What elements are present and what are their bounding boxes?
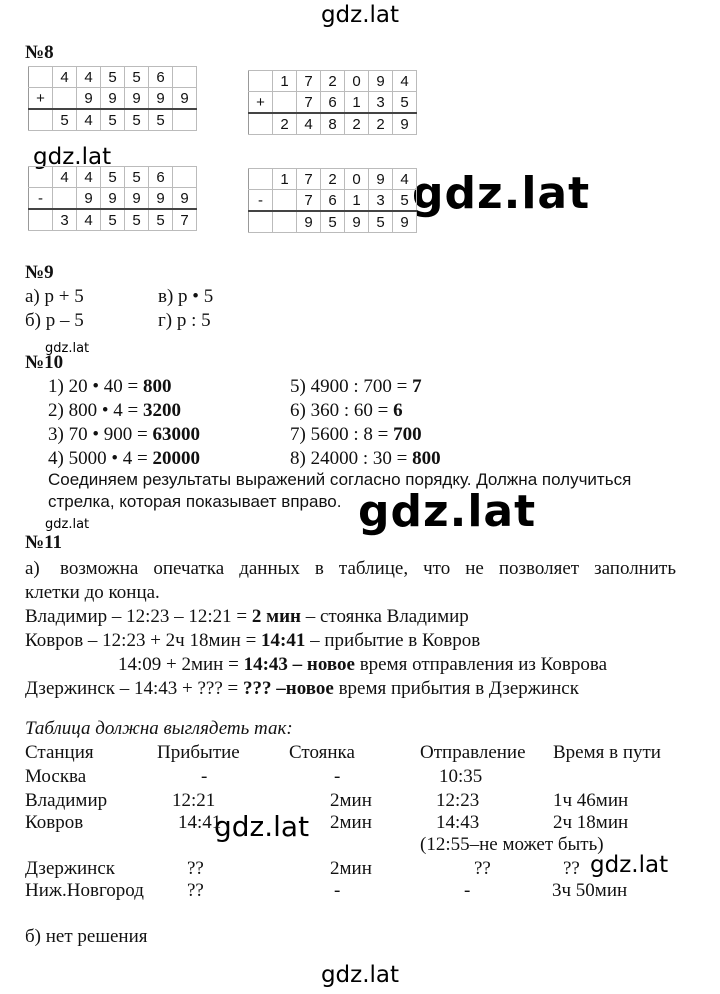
expression-7: 7) 5600 : 8 = 700	[290, 424, 422, 445]
task-10-title: №10	[25, 352, 64, 373]
kovrov-note: (12:55–не может быть)	[420, 834, 604, 855]
expression-2: 2) 800 • 4 = 3200	[48, 400, 181, 421]
expression-5: 5) 4900 : 700 = 7	[290, 376, 422, 397]
column-subtraction-table: 4 4 5 5 6 - 9 9 9 9 9 3 4 5 5 5 7	[28, 166, 197, 231]
calc-line: Ковров – 12:23 + 2ч 18мин = 14:41 – прибытие в Ковров	[25, 630, 481, 651]
expression-1: 1) 20 • 40 = 800	[48, 376, 172, 397]
part-a-text: возможна опечатка данных в таблице, что не позволяет заполнить	[60, 558, 676, 579]
travel-time-cell: 2ч 18мин	[553, 812, 629, 833]
watermark: gdz.lat	[214, 810, 310, 843]
task-8-title: №8	[25, 42, 54, 63]
watermark: gdz.lat	[590, 852, 669, 878]
column-header: Время в пути	[553, 742, 661, 763]
watermark-large: gdz.lat	[412, 168, 591, 219]
station-name: Дзержинск	[25, 858, 115, 879]
watermark: gdz.lat	[33, 144, 112, 170]
departure-cell: 10:35	[439, 766, 483, 787]
station-name: Ниж.Новгород	[25, 880, 144, 901]
expression-3: 3) 70 • 900 = 63000	[48, 424, 200, 445]
column-subtraction-table: 1 7 2 0 9 4 - 7 6 1 3 5 9 5 9 5 9	[248, 168, 417, 233]
part-a-text: клетки до конца.	[25, 582, 160, 603]
departure-cell: 14:43	[436, 812, 480, 833]
stop-cell: -	[334, 766, 341, 787]
watermark-small: gdz.lat	[45, 341, 90, 356]
expression-8: 8) 24000 : 30 = 800	[290, 448, 441, 469]
column-header: Станция	[25, 742, 94, 763]
watermark-top: gdz.lat	[320, 2, 400, 28]
watermark-bottom: gdz.lat	[320, 962, 400, 988]
part-b-text: б) нет решения	[25, 926, 148, 947]
station-name: Ковров	[25, 812, 84, 833]
column-header: Прибытие	[157, 742, 240, 763]
watermark-small: gdz.lat	[45, 517, 90, 532]
column-addition-table: 1 7 2 0 9 4 + 7 6 1 3 5 2 4 8 2 2 9	[248, 70, 417, 135]
column-header: Стоянка	[289, 742, 355, 763]
task-10-note: Соединяем результаты выражений согласно порядку. Должна получиться	[48, 470, 632, 489]
task-9-title: №9	[25, 262, 54, 283]
arrival-cell: 12:21	[172, 790, 216, 811]
arrival-cell: -	[201, 766, 208, 787]
travel-time-cell: ??	[563, 858, 580, 879]
travel-time-cell: 3ч 50мин	[552, 880, 628, 901]
answer-a: а) p + 5	[25, 286, 84, 307]
arrival-cell: ??	[187, 858, 204, 879]
task-11-title: №11	[25, 532, 63, 553]
expression-4: 4) 5000 • 4 = 20000	[48, 448, 200, 469]
expression-6: 6) 360 : 60 = 6	[290, 400, 403, 421]
calc-line: Владимир – 12:23 – 12:21 = 2 мин – стоянка Владимир	[25, 606, 469, 627]
answer-v: в) p • 5	[158, 286, 214, 307]
travel-time-cell: 1ч 46мин	[553, 790, 629, 811]
stop-cell: 2мин	[330, 790, 372, 811]
stop-cell: 2мин	[330, 812, 372, 833]
task-10-note: стрелка, которая показывает вправо.	[48, 492, 342, 511]
departure-cell: -	[464, 880, 471, 901]
calc-line: Дзержинск – 14:43 + ??? = ??? –новое время прибытия в Дзержинск	[25, 678, 579, 699]
station-name: Москва	[25, 766, 87, 787]
departure-cell: 12:23	[436, 790, 480, 811]
calc-line: 14:09 + 2мин = 14:43 – новое время отправления из Коврова	[118, 654, 608, 675]
answer-g: г) p : 5	[158, 310, 211, 331]
part-a-label: а)	[25, 558, 40, 579]
column-header: Отправление	[420, 742, 526, 763]
arrival-cell: 14:41	[178, 812, 222, 833]
station-name: Владимир	[25, 790, 108, 811]
departure-cell: ??	[474, 858, 491, 879]
answer-b: б) p – 5	[25, 310, 84, 331]
table-caption: Таблица должна выглядеть так:	[25, 718, 293, 739]
arrival-cell: ??	[187, 880, 204, 901]
column-addition-table: 4 4 5 5 6 + 9 9 9 9 9 5 4 5 5 5	[28, 66, 197, 131]
stop-cell: 2мин	[330, 858, 372, 879]
watermark-large: gdz.lat	[358, 486, 537, 537]
stop-cell: -	[334, 880, 341, 901]
